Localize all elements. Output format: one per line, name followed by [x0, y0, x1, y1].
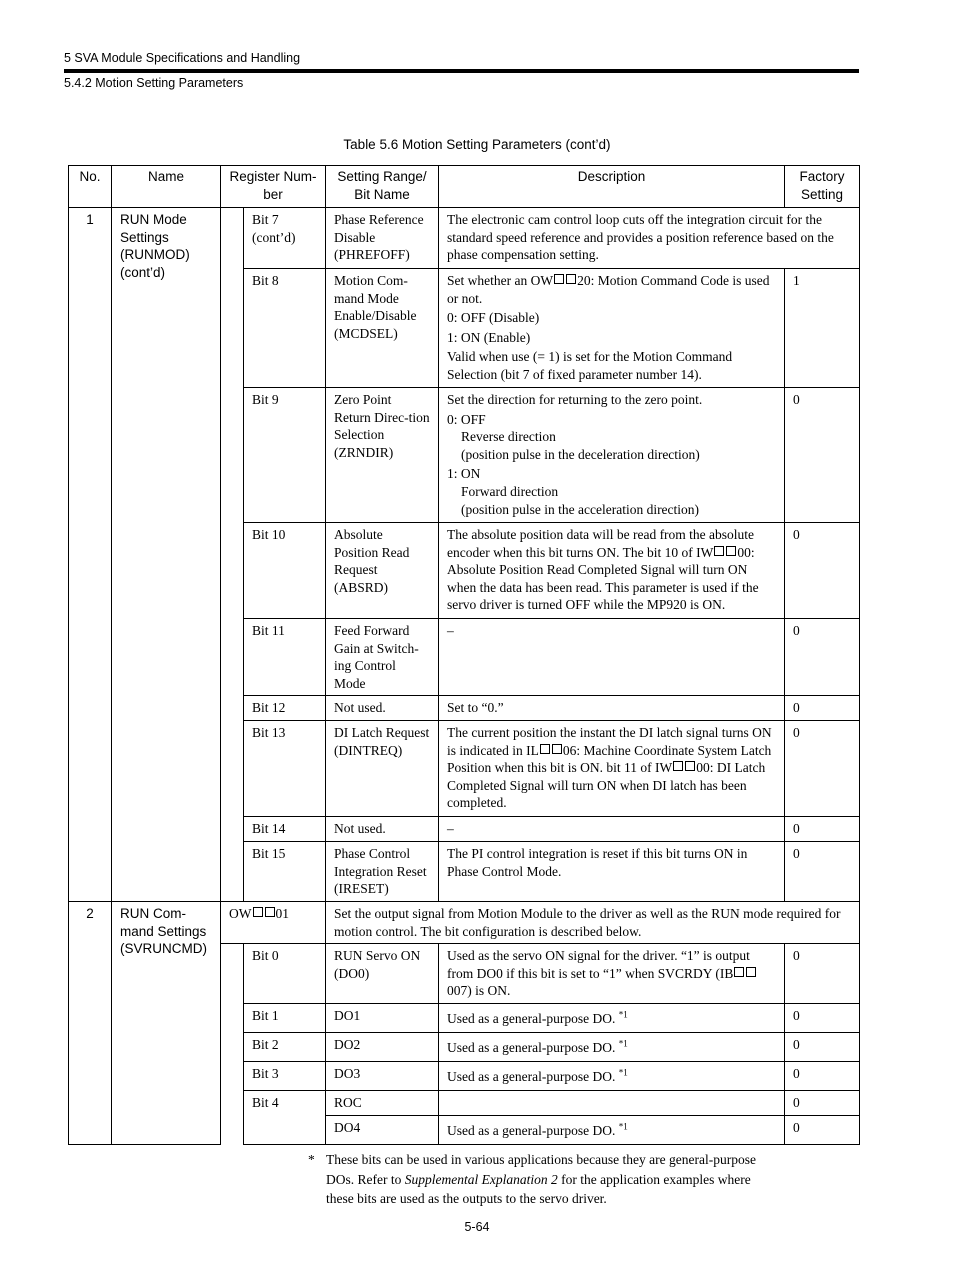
bit-cell: Bit 3: [244, 1062, 326, 1091]
bit-cell: Bit 8: [244, 269, 326, 388]
chapter-header: 5 SVA Module Specifications and Handling: [64, 51, 301, 65]
factory-cell: 0: [785, 816, 860, 841]
bitname-cell: Not used.: [326, 816, 439, 841]
description-cell: Used as a general-purpose DO. $^{*1}$: [439, 1004, 785, 1033]
bitname-cell: DO1: [326, 1004, 439, 1033]
group1-name: RUN Mode Settings (RUNMOD) (cont’d): [112, 208, 221, 902]
description-cell: [439, 1091, 785, 1116]
description-cell: Used as a general-purpose DO. $^{*1}$: [439, 1033, 785, 1062]
bitname-cell: Phase Reference Disable (PHREFOFF): [326, 208, 439, 269]
bit-cell: Bit 12: [244, 696, 326, 721]
description-cell: –: [439, 816, 785, 841]
factory-cell: 0: [785, 720, 860, 816]
description-cell: Used as the servo ON signal for the driver. “1” is output from DO0 if this bit is set to “1” when SVCRDY (IB007) is ON.: [439, 944, 785, 1004]
bit-cell: Bit 2: [244, 1033, 326, 1062]
bitname-cell: Feed Forward Gain at Switch-ing Control Mode: [326, 619, 439, 696]
footnote-marker: *: [308, 1152, 315, 1167]
bitname-cell: RUN Servo ON (DO0): [326, 944, 439, 1004]
col-header-setting: Setting Range/ Bit Name: [326, 166, 439, 208]
description-cell: Set the direction for returning to the zero point. 0: OFF Reverse direction (position pulse in the deceleration direction) 1: ON Forward direction (position pulse in the acceleration direction): [439, 388, 785, 523]
bit-cell: Bit 4: [244, 1091, 326, 1145]
table-caption: Table 5.6 Motion Setting Parameters (cont’d): [343, 137, 611, 152]
register-spacer: [221, 208, 244, 902]
bitname-cell: Motion Com-mand Mode Enable/Disable (MCDSEL): [326, 269, 439, 388]
bitname-cell: DO3: [326, 1062, 439, 1091]
col-header-name: Name: [112, 166, 221, 208]
bitname-cell: DI Latch Request (DINTREQ): [326, 720, 439, 816]
factory-cell: 0: [785, 1033, 860, 1062]
col-header-description: Description: [439, 166, 785, 208]
factory-cell: 0: [785, 1062, 860, 1091]
table-footnote: * These bits can be used in various applications because they are general-purpose DOs. Refer to Supplemental Explanation 2 for the application examples where these bits are used as the outputs to the servo driver.: [308, 1152, 756, 1207]
motion-parameters-table: [68, 165, 860, 1145]
factory-cell: 0: [785, 1004, 860, 1033]
section-header: 5.4.2 Motion Setting Parameters: [64, 76, 244, 90]
col-header-no: No.: [69, 166, 112, 208]
factory-cell: 0: [785, 1115, 860, 1144]
description-cell: Used as a general-purpose DO. $^{*1}$: [439, 1115, 785, 1144]
bitname-cell: ROC: [326, 1091, 439, 1116]
bitname-cell: Not used.: [326, 696, 439, 721]
table-header-row: [69, 166, 860, 208]
group2-name: RUN Com-mand Settings (SVRUNCMD): [112, 901, 221, 1144]
description-cell: –: [439, 619, 785, 696]
bit-cell: Bit 1: [244, 1004, 326, 1033]
bitname-cell: Zero Point Return Direc-tion Selection (ZRNDIR): [326, 388, 439, 523]
bitname-cell: DO2: [326, 1033, 439, 1062]
group1-no: 1: [69, 208, 112, 902]
group2-no: 2: [69, 901, 112, 1144]
factory-cell: 0: [785, 841, 860, 901]
description-cell: The current position the instant the DI latch signal turns ON is indicated in IL 06: Machine Coordinate System Latch Position when this bit is ON. bit 11 of IW 00: DI Latch Completed Signal will turn ON when DI latch has been completed.: [439, 720, 785, 816]
bit-cell: Bit 11: [244, 619, 326, 696]
col-header-register: Register Num-ber: [221, 166, 326, 208]
description-cell: Set whether an OW 20: Motion Command Code is used or not. 0: OFF (Disable) 1: ON (Enable) Valid when use (= 1) is set for the Motion Command Selection (bit 7 of fixed parameter number 14).: [439, 269, 785, 388]
bit-cell: Bit 15: [244, 841, 326, 901]
factory-cell: 0: [785, 1091, 860, 1116]
factory-cell: 0: [785, 523, 860, 619]
description-cell: The PI control integration is reset if this bit turns ON in Phase Control Mode.: [439, 841, 785, 901]
col-header-factory: Factory Setting: [785, 166, 860, 208]
factory-cell: 0: [785, 696, 860, 721]
header-rule: [64, 69, 859, 73]
factory-cell: 0: [785, 619, 860, 696]
table-row: [69, 901, 860, 943]
description-cell: The absolute position data will be read from the absolute encoder when this bit turns ON. The bit 10 of IW 00: Absolute Position Read Completed Signal will turn ON when the data has been read. This parameter is used if the servo driver is turned OFF while the MP920 is ON.: [439, 523, 785, 619]
register-description: Set the output signal from Motion Module to the driver as well as the RUN mode required for motion control. The bit configuration is described below.: [326, 901, 860, 943]
factory-cell: 0: [785, 944, 860, 1004]
bit-cell: Bit 13: [244, 720, 326, 816]
bitname-cell: Absolute Position Read Request (ABSRD): [326, 523, 439, 619]
factory-cell: 0: [785, 388, 860, 523]
bitname-cell: DO4: [326, 1115, 439, 1144]
bit-cell: Bit 7 (cont’d): [244, 208, 326, 269]
bit-cell: Bit 9: [244, 388, 326, 523]
page-number: 5-64: [464, 1220, 490, 1234]
table-row: [69, 208, 860, 269]
register-spacer: [221, 944, 244, 1145]
description-cell: The electronic cam control loop cuts off the integration circuit for the standard speed reference and provides a position reference based on the phase compensation setting.: [439, 208, 860, 269]
register-cell: OW 01: [221, 901, 326, 943]
description-cell: Set to “0.”: [439, 696, 785, 721]
description-cell: Used as a general-purpose DO. $^{*1}$: [439, 1062, 785, 1091]
bit-cell: Bit 10: [244, 523, 326, 619]
bitname-cell: Phase Control Integration Reset (IRESET): [326, 841, 439, 901]
factory-cell: 1: [785, 269, 860, 388]
bit-cell: Bit 14: [244, 816, 326, 841]
bit-cell: Bit 0: [244, 944, 326, 1004]
